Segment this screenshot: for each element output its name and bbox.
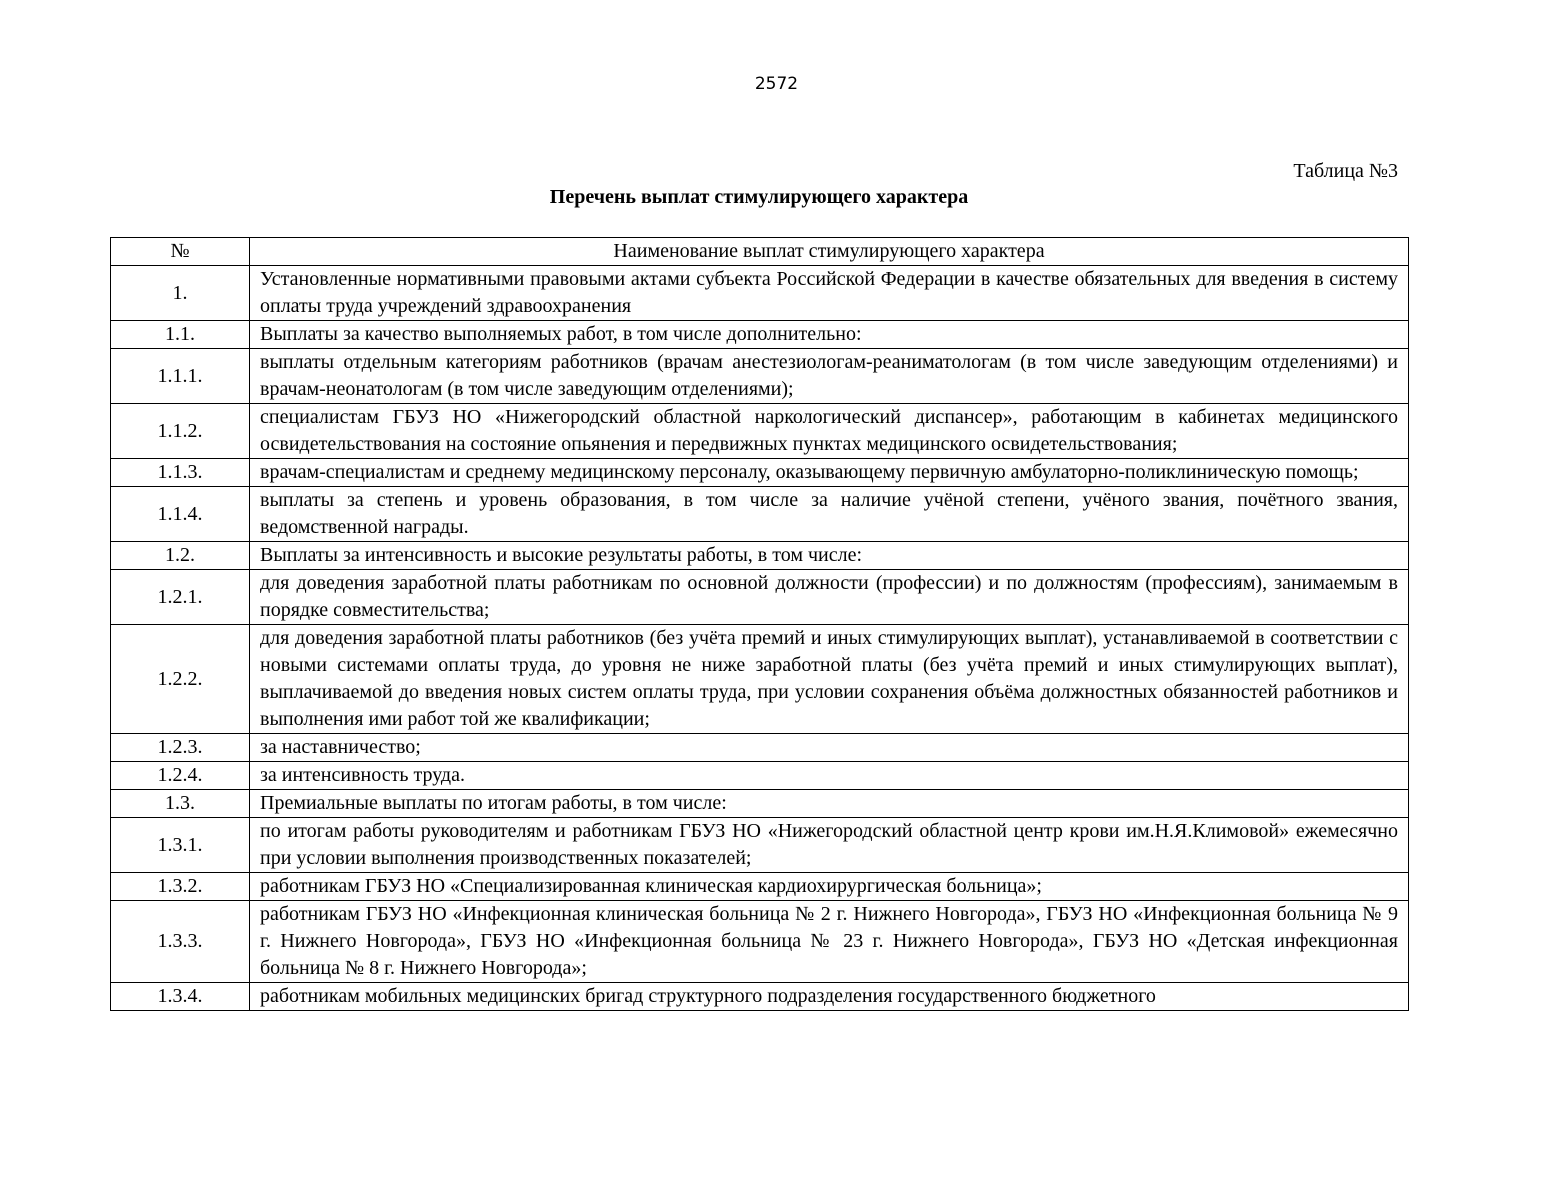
document-title: Перечень выплат стимулирующего характера	[549, 186, 969, 208]
table-row	[111, 487, 1409, 542]
row-number: 1.2.2.	[111, 625, 250, 734]
table-row	[111, 734, 1409, 762]
table-row	[111, 570, 1409, 625]
row-text: за интенсивность труда.	[250, 762, 1409, 790]
table-row	[111, 321, 1409, 349]
header-name: Наименование выплат стимулирующего характера	[250, 238, 1409, 266]
row-number: 1.1.3.	[111, 459, 250, 487]
row-number: 1.2.4.	[111, 762, 250, 790]
row-text: для доведения заработной платы работникам по основной должности (профессии) и по должностям (профессиям), занимаемым в порядке совместительства;	[250, 570, 1409, 625]
row-number: 1.3.1.	[111, 818, 250, 873]
row-number: 1.1.	[111, 321, 250, 349]
row-number: 1.3.	[111, 790, 250, 818]
row-number: 1.1.1.	[111, 349, 250, 404]
row-number: 1.2.	[111, 542, 250, 570]
table-row	[111, 266, 1409, 321]
row-number: 1.	[111, 266, 250, 321]
header-number: №	[111, 238, 250, 266]
table-row	[111, 404, 1409, 459]
page-number: 2572	[754, 74, 799, 94]
row-text: выплаты отдельным категориям работников (врачам анестезиологам-реаниматологам (в том числе заведующим отделениями) и врачам-неонатологам (в том числе заведующим отделениями);	[250, 349, 1409, 404]
row-text: для доведения заработной платы работников (без учёта премий и иных стимулирующих выплат), устанавливаемой в соответствии с новыми системами оплаты труда, до уровня не ниже заработной платы (без учёта премий и иных стимулирующих выплат), выплачиваемой до введения новых систем оплаты труда, при условии сохранения объёма должностных обязанностей работников и выполнения ими работ той же квалификации;	[250, 625, 1409, 734]
table-row	[111, 459, 1409, 487]
table-header-row	[111, 238, 1409, 266]
table-label: Таблица №3	[1293, 160, 1398, 182]
row-text: Выплаты за интенсивность и высокие результаты работы, в том числе:	[250, 542, 1409, 570]
table-row	[111, 625, 1409, 734]
table-row	[111, 818, 1409, 873]
table-row	[111, 349, 1409, 404]
row-text: врачам-специалистам и среднему медицинскому персоналу, оказывающему первичную амбулаторно-поликлиническую помощь;	[250, 459, 1409, 487]
row-text: работникам мобильных медицинских бригад структурного подразделения государственного бюджетного	[250, 983, 1409, 1011]
row-number: 1.3.2.	[111, 873, 250, 901]
row-text: за наставничество;	[250, 734, 1409, 762]
row-text: специалистам ГБУЗ НО «Нижегородский областной наркологический диспансер», работающим в кабинетах медицинского освидетельствования на состояние опьянения и передвижных пунктах медицинского освидетельствования;	[250, 404, 1409, 459]
row-text: работникам ГБУЗ НО «Специализированная клиническая кардиохирургическая больница»;	[250, 873, 1409, 901]
table-row	[111, 762, 1409, 790]
row-number: 1.2.1.	[111, 570, 250, 625]
payments-table	[110, 237, 1409, 1011]
table-row	[111, 983, 1409, 1011]
row-text: Выплаты за качество выполняемых работ, в том числе дополнительно:	[250, 321, 1409, 349]
table-row	[111, 901, 1409, 983]
table-row	[111, 873, 1409, 901]
row-number: 1.1.4.	[111, 487, 250, 542]
table-row	[111, 790, 1409, 818]
table-row	[111, 542, 1409, 570]
row-number: 1.2.3.	[111, 734, 250, 762]
row-text: выплаты за степень и уровень образования, в том числе за наличие учёной степени, учёного звания, почётного звания, ведомственной награды.	[250, 487, 1409, 542]
row-number: 1.3.4.	[111, 983, 250, 1011]
table-body	[111, 266, 1409, 1011]
row-number: 1.1.2.	[111, 404, 250, 459]
row-text: по итогам работы руководителям и работникам ГБУЗ НО «Нижегородский областной центр крови им.Н.Я.Климовой» ежемесячно при условии выполнения производственных показателей;	[250, 818, 1409, 873]
row-text: работникам ГБУЗ НО «Инфекционная клиническая больница № 2 г. Нижнего Новгорода», ГБУЗ НО «Инфекционная больница № 9 г. Нижнего Новгорода», ГБУЗ НО «Инфекционная больница № 23 г. Нижнего Новгорода», ГБУЗ НО «Детская инфекционная больница № 8 г. Нижнего Новгорода»;	[250, 901, 1409, 983]
row-number: 1.3.3.	[111, 901, 250, 983]
row-text: Установленные нормативными правовыми актами субъекта Российской Федерации в качестве обязательных для введения в систему оплаты труда учреждений здравоохранения	[250, 266, 1409, 321]
row-text: Премиальные выплаты по итогам работы, в том числе:	[250, 790, 1409, 818]
